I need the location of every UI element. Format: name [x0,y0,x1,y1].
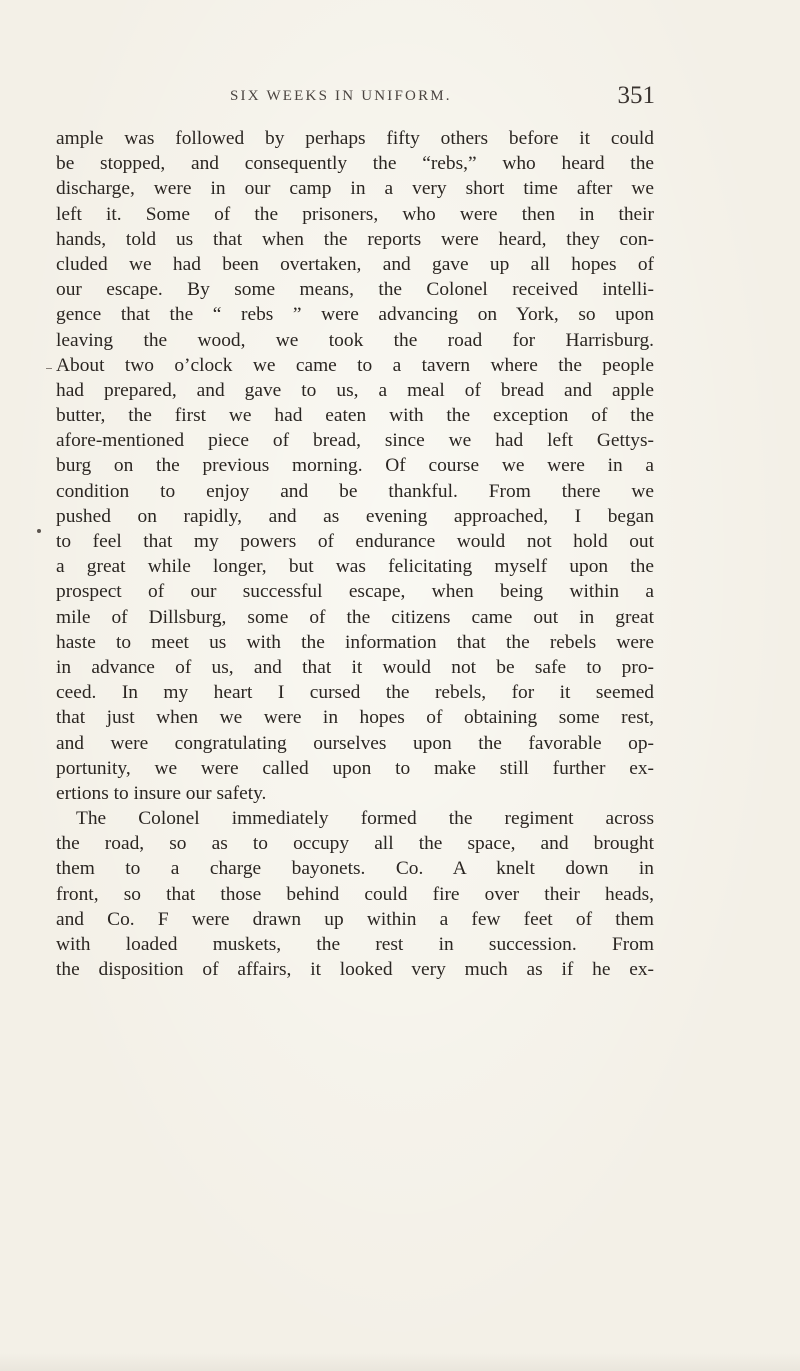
text-line: discharge, were in our camp in a very short time after we [56,178,654,200]
text-line: front, so that those behind could fire over their heads, [56,883,654,905]
text-line: ertions to insure our safety. [56,782,267,804]
text-line: and were congratulating ourselves upon the favorable op- [56,732,654,754]
running-title: SIX WEEKS IN UNIFORM. [230,88,452,104]
text-line: in advance of us, and that it would not be safe to pro- [56,656,654,678]
text-line: burg on the previous morning. Of course we were in a [56,455,654,477]
text-line: ample was followed by perhaps fifty others before it could [56,128,654,149]
text-line: condition to enjoy and be thankful. From there we [56,480,654,502]
text-line: The Colonel immediately formed the regiment across [76,808,654,830]
text-line: mile of Dillsburg, some of the citizens came out in great [56,606,654,628]
text-line: pushed on rapidly, and as evening approached, I began [56,505,654,527]
text-line: our escape. By some means, the Colonel received intelli- [56,279,654,301]
running-head [200,84,655,114]
text-line: to feel that my powers of endurance would not hold out [56,531,654,552]
page-bottom-edge [0,1353,800,1371]
text-line: left it. Some of the prisoners, who were then in their [56,203,654,225]
page-number: 351 [617,82,655,109]
text-line: the road, so as to occupy all the space, and brought [56,833,654,855]
text-line: About two o’clock we came to a tavern where the people [56,354,654,376]
text-line: gence that the “ rebs ” were advancing on York, so upon [56,304,654,326]
text-line: portunity, we were called upon to make still further ex- [56,757,654,779]
text-line: ceed. In my heart I cursed the rebels, for it seemed [56,682,654,704]
text-line: them to a charge bayonets. Co. A knelt down in [56,858,654,880]
text-line: be stopped, and consequently the “rebs,” who heard the [56,153,654,175]
text-line: afore-mentioned piece of bread, since we had left Gettys- [56,430,654,452]
text-line: cluded we had been overtaken, and gave up all hopes of [56,253,654,275]
text-line: leaving the wood, we took the road for Harrisburg. [56,329,654,351]
text-line: a great while longer, but was felicitating myself upon the [56,556,654,578]
text-line: with loaded muskets, the rest in succession. From [56,934,654,955]
margin-mark [46,368,52,369]
text-line: prospect of our successful escape, when being within a [56,581,654,603]
text-line: had prepared, and gave to us, a meal of bread and apple [56,379,654,401]
text-line: haste to meet us with the information that the rebels were [56,631,654,653]
text-line: butter, the first we had eaten with the exception of the [56,405,654,427]
text-line: that just when we were in hopes of obtaining some rest, [56,707,654,729]
text-line: the disposition of affairs, it looked very much as if he ex- [56,959,654,981]
body-text [56,126,654,982]
text-line: and Co. F were drawn up within a few feet of them [56,908,654,930]
text-line: hands, told us that when the reports were heard, they con- [56,228,654,250]
margin-dot [37,529,41,533]
